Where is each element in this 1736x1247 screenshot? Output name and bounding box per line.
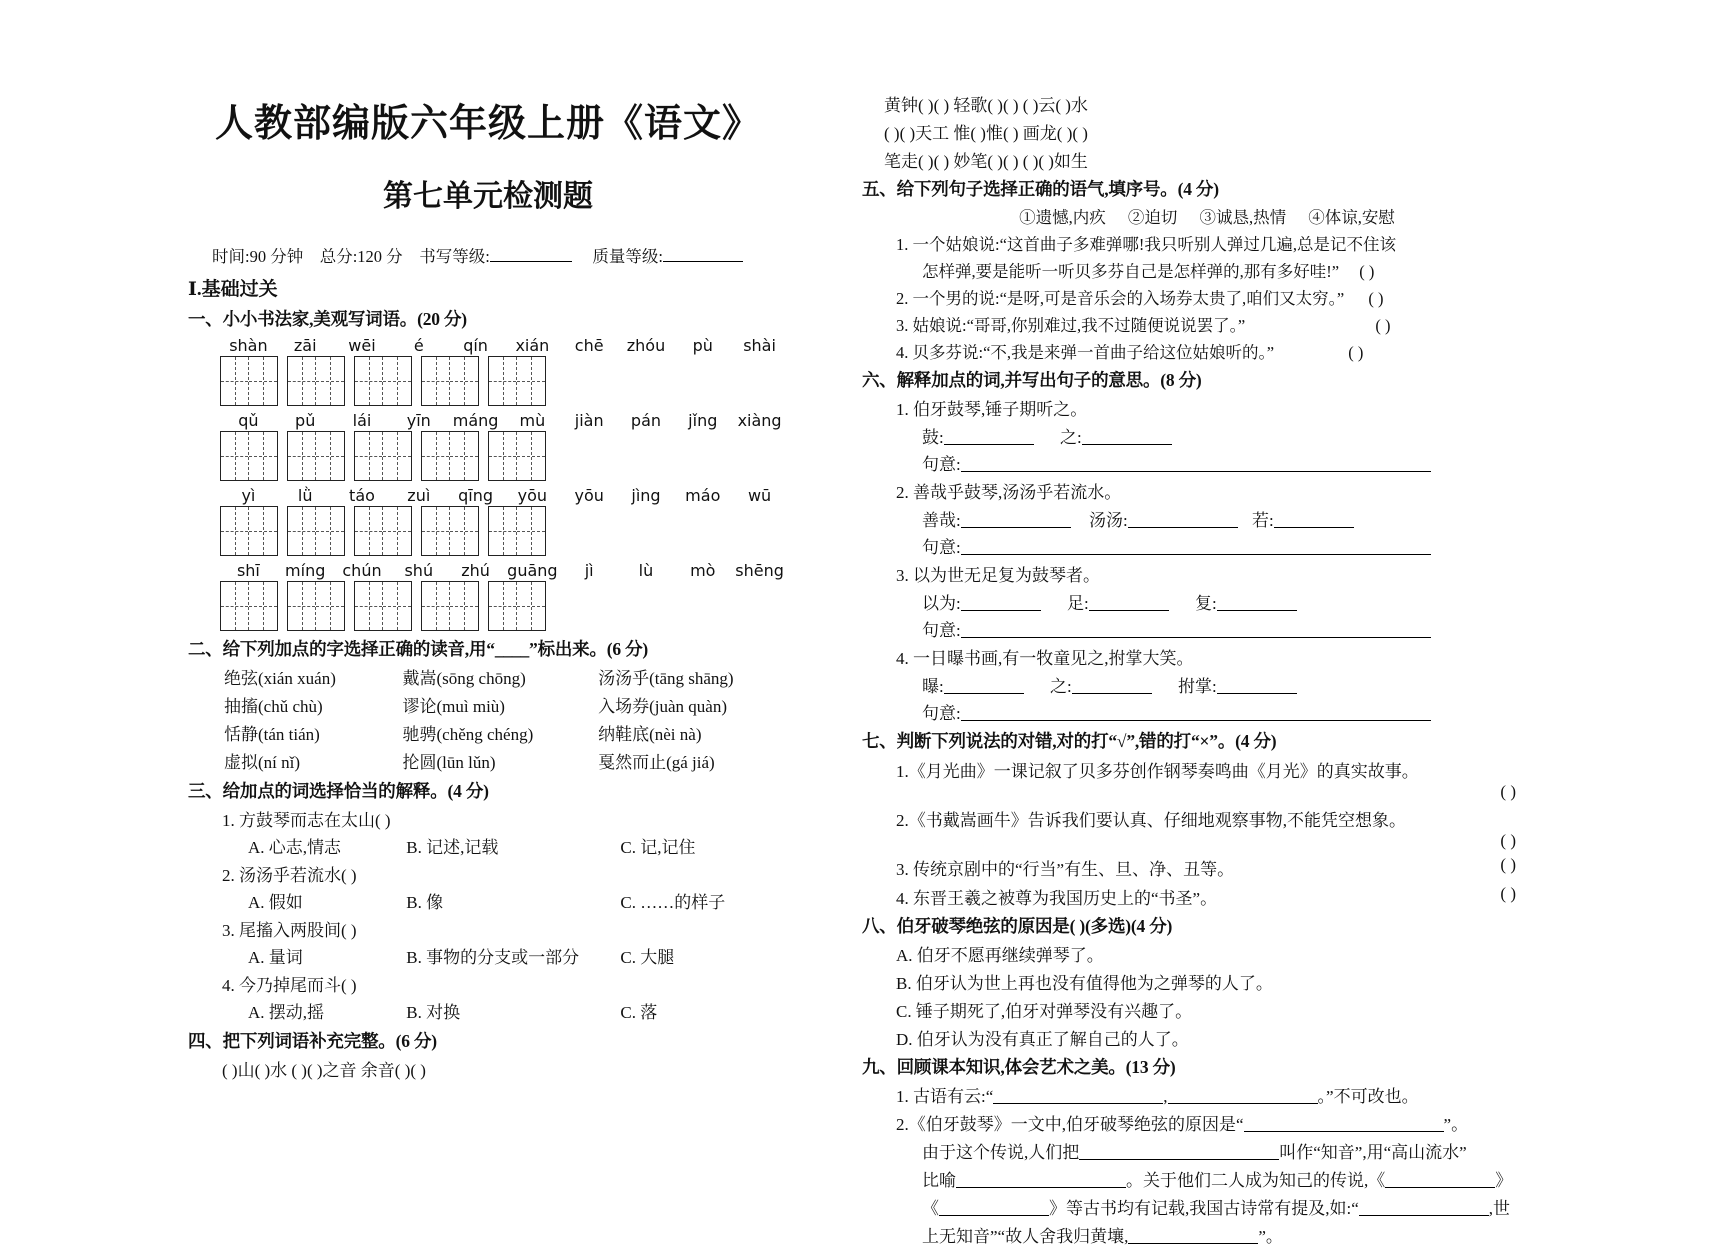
truefalse-item bbox=[862, 855, 1552, 880]
write-grade-blank[interactable] bbox=[490, 261, 572, 262]
page-title: 人教部编版六年级上册《语文》 bbox=[214, 100, 761, 145]
pinyin-syllable: lù bbox=[638, 561, 654, 580]
pinyin-syllable: mù bbox=[519, 411, 546, 430]
truefalse-answer[interactable]: ( ) bbox=[1500, 782, 1516, 801]
statement: 1.《月光曲》一课记叙了贝多芬创作钢琴奏鸣曲《月光》的真实故事。 bbox=[896, 762, 1419, 781]
question-label: 2. 一个男的说:“是呀,可是音乐会的入场券太贵了,咱们又太穷。” bbox=[896, 289, 1345, 308]
explain-label: 若: bbox=[1251, 511, 1274, 530]
q2-blank-d[interactable] bbox=[1385, 1187, 1495, 1188]
pronunciation-item[interactable]: 抡圆(lūn lǔn) bbox=[402, 753, 496, 772]
answer-paren[interactable]: ( ) bbox=[1375, 316, 1391, 335]
q1-sep: , bbox=[1163, 1087, 1168, 1106]
pinyin-syllable: míng bbox=[285, 561, 326, 580]
section-3-heading: 三、给加点的词选择恰当的解释。(4 分) bbox=[188, 781, 489, 801]
meaning-blank[interactable] bbox=[961, 554, 1431, 555]
pronunciation-item[interactable]: 入场券(juàn quàn) bbox=[598, 697, 727, 716]
explain-blank[interactable] bbox=[1072, 693, 1152, 694]
section-2-heading: 二、给下列加点的字选择正确的读音,用“____”标出来。(6 分) bbox=[188, 639, 649, 659]
tone-choice-list bbox=[862, 204, 1552, 228]
question-text-cont bbox=[922, 258, 1552, 282]
pinyin-syllable: chē bbox=[574, 336, 604, 355]
explain-blank[interactable] bbox=[961, 610, 1041, 611]
question-stem[interactable]: 2. 汤汤乎若流水( ) bbox=[222, 866, 357, 885]
idiom-fill-line[interactable]: ( )( )天工 惟( )惟( ) 画龙( )( ) bbox=[884, 124, 1088, 143]
explain-label: 复: bbox=[1194, 594, 1217, 613]
option-row bbox=[248, 943, 788, 968]
pinyin-syllable: jiàn bbox=[574, 411, 604, 430]
truefalse-item bbox=[896, 757, 1552, 782]
pinyin-syllable: chún bbox=[342, 561, 382, 580]
meta-write-label: 书写等级: bbox=[419, 247, 490, 266]
meaning-label: 句意: bbox=[922, 704, 961, 723]
pinyin-syllable: shú bbox=[404, 561, 434, 580]
answer-paren[interactable]: ( ) bbox=[1368, 289, 1384, 308]
pinyin-syllable: shī bbox=[236, 561, 260, 580]
meaning-blank[interactable] bbox=[961, 637, 1431, 638]
meaning-row bbox=[922, 699, 1552, 724]
word-explain-row bbox=[922, 506, 1552, 531]
q2-blank-f[interactable] bbox=[1359, 1215, 1489, 1216]
q2-blank-a[interactable] bbox=[1244, 1131, 1444, 1132]
writing-box bbox=[287, 506, 345, 556]
pinyin-syllable: lái bbox=[352, 411, 372, 430]
word-explain-row bbox=[922, 589, 1552, 614]
explain-label: 曝: bbox=[922, 677, 944, 696]
pinyin-row bbox=[220, 486, 788, 505]
writing-box bbox=[421, 506, 479, 556]
explain-blank[interactable] bbox=[944, 444, 1034, 445]
explain-label: 善哉: bbox=[922, 511, 961, 530]
writing-box bbox=[220, 506, 278, 556]
word-explain-row bbox=[922, 672, 1552, 697]
pronunciation-row bbox=[224, 720, 788, 745]
left-column bbox=[188, 0, 788, 1081]
section-5-heading: 五、给下列句子选择正确的语气,填序号。(4 分) bbox=[862, 179, 1219, 199]
writing-box bbox=[220, 356, 278, 406]
q2-blank-b[interactable] bbox=[1079, 1159, 1279, 1160]
question-label: 3. 姑娘说:“哥哥,你别难过,我不过随便说说罢了。” bbox=[896, 316, 1246, 335]
pinyin-syllable: yì bbox=[241, 486, 256, 505]
pronunciation-item[interactable]: 驰骋(chěng chéng) bbox=[402, 725, 534, 744]
section-4-heading: 四、把下列词语补充完整。(6 分) bbox=[188, 1031, 437, 1051]
quality-grade-blank[interactable] bbox=[663, 261, 743, 262]
meaning-row bbox=[922, 450, 1552, 475]
writing-box bbox=[354, 431, 412, 481]
pinyin-syllable: zhóu bbox=[626, 336, 666, 355]
truefalse-item bbox=[862, 884, 1552, 909]
option[interactable]: B. 伯牙认为世上再也没有值得他为之弹琴的人了。 bbox=[896, 974, 1273, 993]
classical-sentence: 3. 以为世无足复为鼓琴者。 bbox=[896, 566, 1100, 585]
pronunciation-row bbox=[224, 664, 788, 689]
writing-box bbox=[287, 581, 345, 631]
option-row bbox=[248, 888, 788, 913]
pinyin-syllable: máng bbox=[452, 411, 499, 430]
tone-choice[interactable]: ④体谅,安慰 bbox=[1308, 208, 1395, 227]
recall-question-1 bbox=[896, 1082, 1552, 1107]
meta-total: 总分:120 分 bbox=[319, 247, 403, 266]
meaning-label: 句意: bbox=[922, 538, 961, 557]
pinyin-syllable: zuì bbox=[407, 486, 431, 505]
explain-label: 以为: bbox=[922, 594, 961, 613]
question-stem[interactable]: 4. 今乃掉尾而斗( ) bbox=[222, 976, 357, 995]
pinyin-syllable: shài bbox=[743, 336, 776, 355]
q2-blank-e[interactable] bbox=[939, 1215, 1049, 1216]
q2-text-j: ,世 bbox=[1488, 1199, 1511, 1218]
pinyin-syllable: pán bbox=[630, 411, 662, 430]
classical-sentence: 1. 伯牙鼓琴,锤子期听之。 bbox=[896, 400, 1088, 419]
writing-box bbox=[488, 431, 546, 481]
writing-box bbox=[354, 581, 412, 631]
q2-text-f: 。关于他们二人成为知己的传说,《 bbox=[1126, 1171, 1386, 1190]
option[interactable]: A. 伯牙不愿再继续弹琴了。 bbox=[896, 946, 1104, 965]
recall-question-2-line3 bbox=[922, 1166, 1552, 1191]
section-6-heading: 六、解释加点的词,并写出句子的意思。(8 分) bbox=[862, 370, 1202, 390]
option[interactable]: C. 落 bbox=[620, 1003, 658, 1022]
word-explain-row bbox=[922, 423, 1552, 448]
writing-box bbox=[220, 581, 278, 631]
recall-question-2-line2 bbox=[922, 1138, 1552, 1163]
option[interactable]: C. 大腿 bbox=[620, 948, 675, 967]
tone-choice[interactable]: ③诚恳,热情 bbox=[1199, 208, 1287, 227]
tone-choice[interactable]: ②迫切 bbox=[1127, 208, 1178, 227]
exam-meta bbox=[212, 243, 788, 267]
idiom-fill-line[interactable]: ( )山( )水 ( )( )之音 余音( )( ) bbox=[222, 1061, 426, 1080]
pinyin-syllable: shēng bbox=[735, 561, 784, 580]
question-text bbox=[896, 312, 1552, 336]
meaning-label: 句意: bbox=[922, 621, 961, 640]
pinyin-syllable: xiàng bbox=[737, 411, 782, 430]
section-8-heading[interactable]: 八、伯牙破琴绝弦的原因是( )(多选)(4 分) bbox=[862, 916, 1173, 936]
writing-box bbox=[220, 431, 278, 481]
pronunciation-row bbox=[224, 748, 788, 773]
answer-paren[interactable]: ( ) bbox=[1359, 262, 1375, 281]
meaning-row bbox=[922, 533, 1552, 558]
pronunciation-item[interactable]: 虚拟(ní nǐ) bbox=[224, 753, 301, 772]
explain-blank[interactable] bbox=[1217, 693, 1297, 694]
pinyin-syllable: é bbox=[413, 336, 424, 355]
explain-label: 汤汤: bbox=[1088, 511, 1128, 530]
writing-grid-row[interactable] bbox=[220, 506, 788, 556]
q2-text-l: ”。 bbox=[1258, 1227, 1283, 1246]
pinyin-syllable: mò bbox=[690, 561, 716, 580]
q1-prefix: 1. 古语有云:“ bbox=[896, 1087, 994, 1106]
pinyin-syllable: yōu bbox=[517, 486, 548, 505]
statement: 2.《书戴嵩画牛》告诉我们要认真、仔细地观察事物,不能凭空想象。 bbox=[896, 811, 1406, 830]
pronunciation-row bbox=[224, 692, 788, 717]
option[interactable]: A. 心志,情志 bbox=[248, 838, 342, 857]
writing-grid-row[interactable] bbox=[220, 431, 788, 481]
pinyin-syllable: pù bbox=[692, 336, 713, 355]
pronunciation-item[interactable]: 纳鞋底(nèi nà) bbox=[598, 725, 702, 744]
pronunciation-item[interactable]: 绝弦(xián xuán) bbox=[224, 669, 336, 688]
pinyin-syllable: wū bbox=[747, 486, 772, 505]
writing-grid-row[interactable] bbox=[220, 581, 788, 631]
writing-box bbox=[488, 356, 546, 406]
meta-quality-label: 质量等级: bbox=[592, 247, 663, 266]
pinyin-syllable: qín bbox=[463, 336, 488, 355]
pinyin-syllable: máo bbox=[685, 486, 721, 505]
explain-blank[interactable] bbox=[1274, 527, 1354, 528]
truefalse-item bbox=[896, 806, 1552, 831]
q1-suffix: 。”不可改也。 bbox=[1317, 1087, 1419, 1106]
pinyin-syllable: xián bbox=[515, 336, 550, 355]
writing-box bbox=[287, 431, 345, 481]
pinyin-syllable: wēi bbox=[348, 336, 376, 355]
pinyin-syllable: táo bbox=[349, 486, 375, 505]
writing-box bbox=[354, 356, 412, 406]
pinyin-syllable: qīng bbox=[458, 486, 494, 505]
pronunciation-item[interactable]: 汤汤乎(tāng shāng) bbox=[598, 669, 734, 688]
question-text bbox=[896, 285, 1552, 309]
pinyin-syllable: lǜ bbox=[297, 486, 313, 505]
pronunciation-item[interactable]: 戛然而止(gá jiá) bbox=[598, 753, 715, 772]
question-stem[interactable]: 1. 方鼓琴而志在太山( ) bbox=[222, 811, 391, 830]
option[interactable]: A. 量词 bbox=[248, 948, 303, 967]
q2-text-e: 比喻 bbox=[922, 1171, 956, 1190]
idiom-fill-line[interactable]: 笔走( )( ) 妙笔( )( ) ( )( )如生 bbox=[884, 152, 1088, 171]
explain-blank[interactable] bbox=[961, 527, 1071, 528]
writing-box bbox=[421, 356, 479, 406]
page-subtitle: 第七单元检测题 bbox=[383, 179, 593, 214]
explain-label: 之: bbox=[1049, 677, 1072, 696]
pinyin-syllable: guāng bbox=[507, 561, 558, 580]
truefalse-answer[interactable]: ( ) bbox=[1500, 884, 1516, 903]
q1-blank-a[interactable] bbox=[993, 1103, 1163, 1104]
meta-time: 时间:90 分钟 bbox=[212, 247, 304, 266]
pronunciation-item[interactable]: 抽搐(chǔ chù) bbox=[224, 697, 323, 716]
option[interactable]: B. 对换 bbox=[406, 1003, 461, 1022]
explain-blank[interactable] bbox=[944, 693, 1024, 694]
writing-grid-row[interactable] bbox=[220, 356, 788, 406]
answer-paren[interactable]: ( ) bbox=[1348, 343, 1364, 362]
right-column bbox=[862, 0, 1552, 1247]
explain-blank[interactable] bbox=[1082, 444, 1172, 445]
option[interactable]: C. 锤子期死了,伯牙对弹琴没有兴趣了。 bbox=[896, 1002, 1193, 1021]
option[interactable]: D. 伯牙认为没有真正了解自己的人了。 bbox=[896, 1030, 1189, 1049]
question-text-line2: 怎样弹,要是能听一听贝多芬自己是怎样弹的,那有多好哇!” bbox=[922, 262, 1340, 281]
meaning-blank[interactable] bbox=[961, 471, 1431, 472]
option[interactable]: B. 像 bbox=[406, 893, 444, 912]
pinyin-syllable: pǔ bbox=[295, 411, 316, 430]
question-text: 1. 一个姑娘说:“这首曲子多难弹哪!我只听别人弹过几遍,总是记不住该 bbox=[896, 235, 1397, 254]
pinyin-row bbox=[220, 411, 788, 430]
statement: 3. 传统京剧中的“行当”有生、旦、净、丑等。 bbox=[896, 860, 1235, 879]
explain-label: 之: bbox=[1059, 428, 1082, 447]
option[interactable]: C. 记,记住 bbox=[620, 838, 696, 857]
recall-question-2 bbox=[896, 1110, 1552, 1135]
option[interactable]: A. 摆动,摇 bbox=[248, 1003, 325, 1022]
q2-text-d: 叫作“知音”,用“高山流水” bbox=[1279, 1143, 1467, 1162]
q2-text-g: 》 bbox=[1495, 1171, 1513, 1190]
pinyin-syllable: jì bbox=[584, 561, 594, 580]
pinyin-syllable: zhú bbox=[461, 561, 490, 580]
option-row bbox=[248, 833, 788, 858]
q2-text-i: 》等古书均有记载,我国古诗常有提及,如:“ bbox=[1049, 1199, 1359, 1218]
tone-choice[interactable]: ①遗憾,内疚 bbox=[1019, 208, 1106, 227]
classical-sentence: 2. 善哉乎鼓琴,汤汤乎若流水。 bbox=[896, 483, 1122, 502]
meaning-label: 句意: bbox=[922, 455, 961, 474]
recall-question-2-line4 bbox=[922, 1194, 1552, 1219]
explain-blank[interactable] bbox=[1217, 610, 1297, 611]
pronunciation-item[interactable]: 恬静(tán tián) bbox=[224, 725, 320, 744]
idiom-fill-line[interactable]: 黄钟( )( ) 轻歌( )( ) ( )云( )水 bbox=[884, 96, 1088, 115]
pinyin-syllable: zāi bbox=[293, 336, 317, 355]
q2-blank-c[interactable] bbox=[956, 1187, 1126, 1188]
pronunciation-item[interactable]: 戴嵩(sōng chōng) bbox=[402, 669, 526, 688]
pinyin-syllable: qǔ bbox=[238, 411, 259, 430]
q2-text-c: 由于这个传说,人们把 bbox=[922, 1143, 1080, 1162]
explain-label: 鼓: bbox=[922, 428, 944, 447]
explain-label: 拊掌: bbox=[1177, 677, 1217, 696]
q1-blank-b[interactable] bbox=[1168, 1103, 1318, 1104]
pinyin-row bbox=[220, 561, 788, 580]
option[interactable]: B. 事物的分支或一部分 bbox=[406, 948, 580, 967]
pinyin-syllable: yīn bbox=[406, 411, 431, 430]
option[interactable]: A. 假如 bbox=[248, 893, 303, 912]
option[interactable]: C. ……的样子 bbox=[620, 893, 726, 912]
q2-blank-g[interactable] bbox=[1128, 1243, 1258, 1244]
pinyin-syllable: shàn bbox=[229, 336, 268, 355]
explain-blank[interactable] bbox=[1128, 527, 1238, 528]
statement: 4. 东晋王羲之被尊为我国历史上的“书圣”。 bbox=[896, 889, 1218, 908]
meaning-row bbox=[922, 616, 1552, 641]
explain-label: 足: bbox=[1066, 594, 1089, 613]
writing-box bbox=[488, 506, 546, 556]
writing-box bbox=[488, 581, 546, 631]
pinyin-syllable: jǐng bbox=[688, 411, 718, 430]
option-row bbox=[248, 998, 788, 1023]
writing-box bbox=[287, 356, 345, 406]
section-9-heading: 九、回顾课本知识,体会艺术之美。(13 分) bbox=[862, 1057, 1176, 1077]
option[interactable]: B. 记述,记载 bbox=[406, 838, 499, 857]
section-7-heading: 七、判断下列说法的对错,对的打“√”,错的打“×”。(4 分) bbox=[862, 731, 1277, 751]
question-label: 4. 贝多芬说:“不,我是来弹一首曲子给这位姑娘听的。” bbox=[896, 343, 1275, 362]
q2-prefix: 2.《伯牙鼓琴》一文中,伯牙破琴绝弦的原因是“ bbox=[896, 1115, 1244, 1134]
question-stem[interactable]: 3. 尾搐入两股间( ) bbox=[222, 921, 357, 940]
writing-box bbox=[354, 506, 412, 556]
writing-box bbox=[421, 431, 479, 481]
pinyin-syllable: yōu bbox=[574, 486, 604, 505]
q2-text-k: 上无知音”“故人舍我归黄壤, bbox=[922, 1227, 1129, 1246]
writing-box bbox=[421, 581, 479, 631]
truefalse-answer[interactable]: ( ) bbox=[1500, 855, 1516, 874]
pinyin-row bbox=[220, 336, 788, 355]
section-1-heading: 一、小小书法家,美观写词语。(20 分) bbox=[188, 309, 467, 329]
recall-question-2-line5 bbox=[922, 1222, 1552, 1247]
q2-text-h: 《 bbox=[922, 1199, 939, 1218]
part-one-title: Ⅰ.基础过关 bbox=[188, 279, 278, 300]
classical-sentence: 4. 一日曝书画,有一牧童见之,拊掌大笑。 bbox=[896, 649, 1194, 668]
question-text bbox=[896, 339, 1552, 363]
truefalse-answer[interactable]: ( ) bbox=[1500, 831, 1516, 850]
meaning-blank[interactable] bbox=[961, 720, 1431, 721]
explain-blank[interactable] bbox=[1089, 610, 1169, 611]
pinyin-syllable: jìng bbox=[631, 486, 661, 505]
pronunciation-item[interactable]: 谬论(muì miù) bbox=[402, 697, 505, 716]
q2-suffix: ”。 bbox=[1443, 1115, 1469, 1134]
